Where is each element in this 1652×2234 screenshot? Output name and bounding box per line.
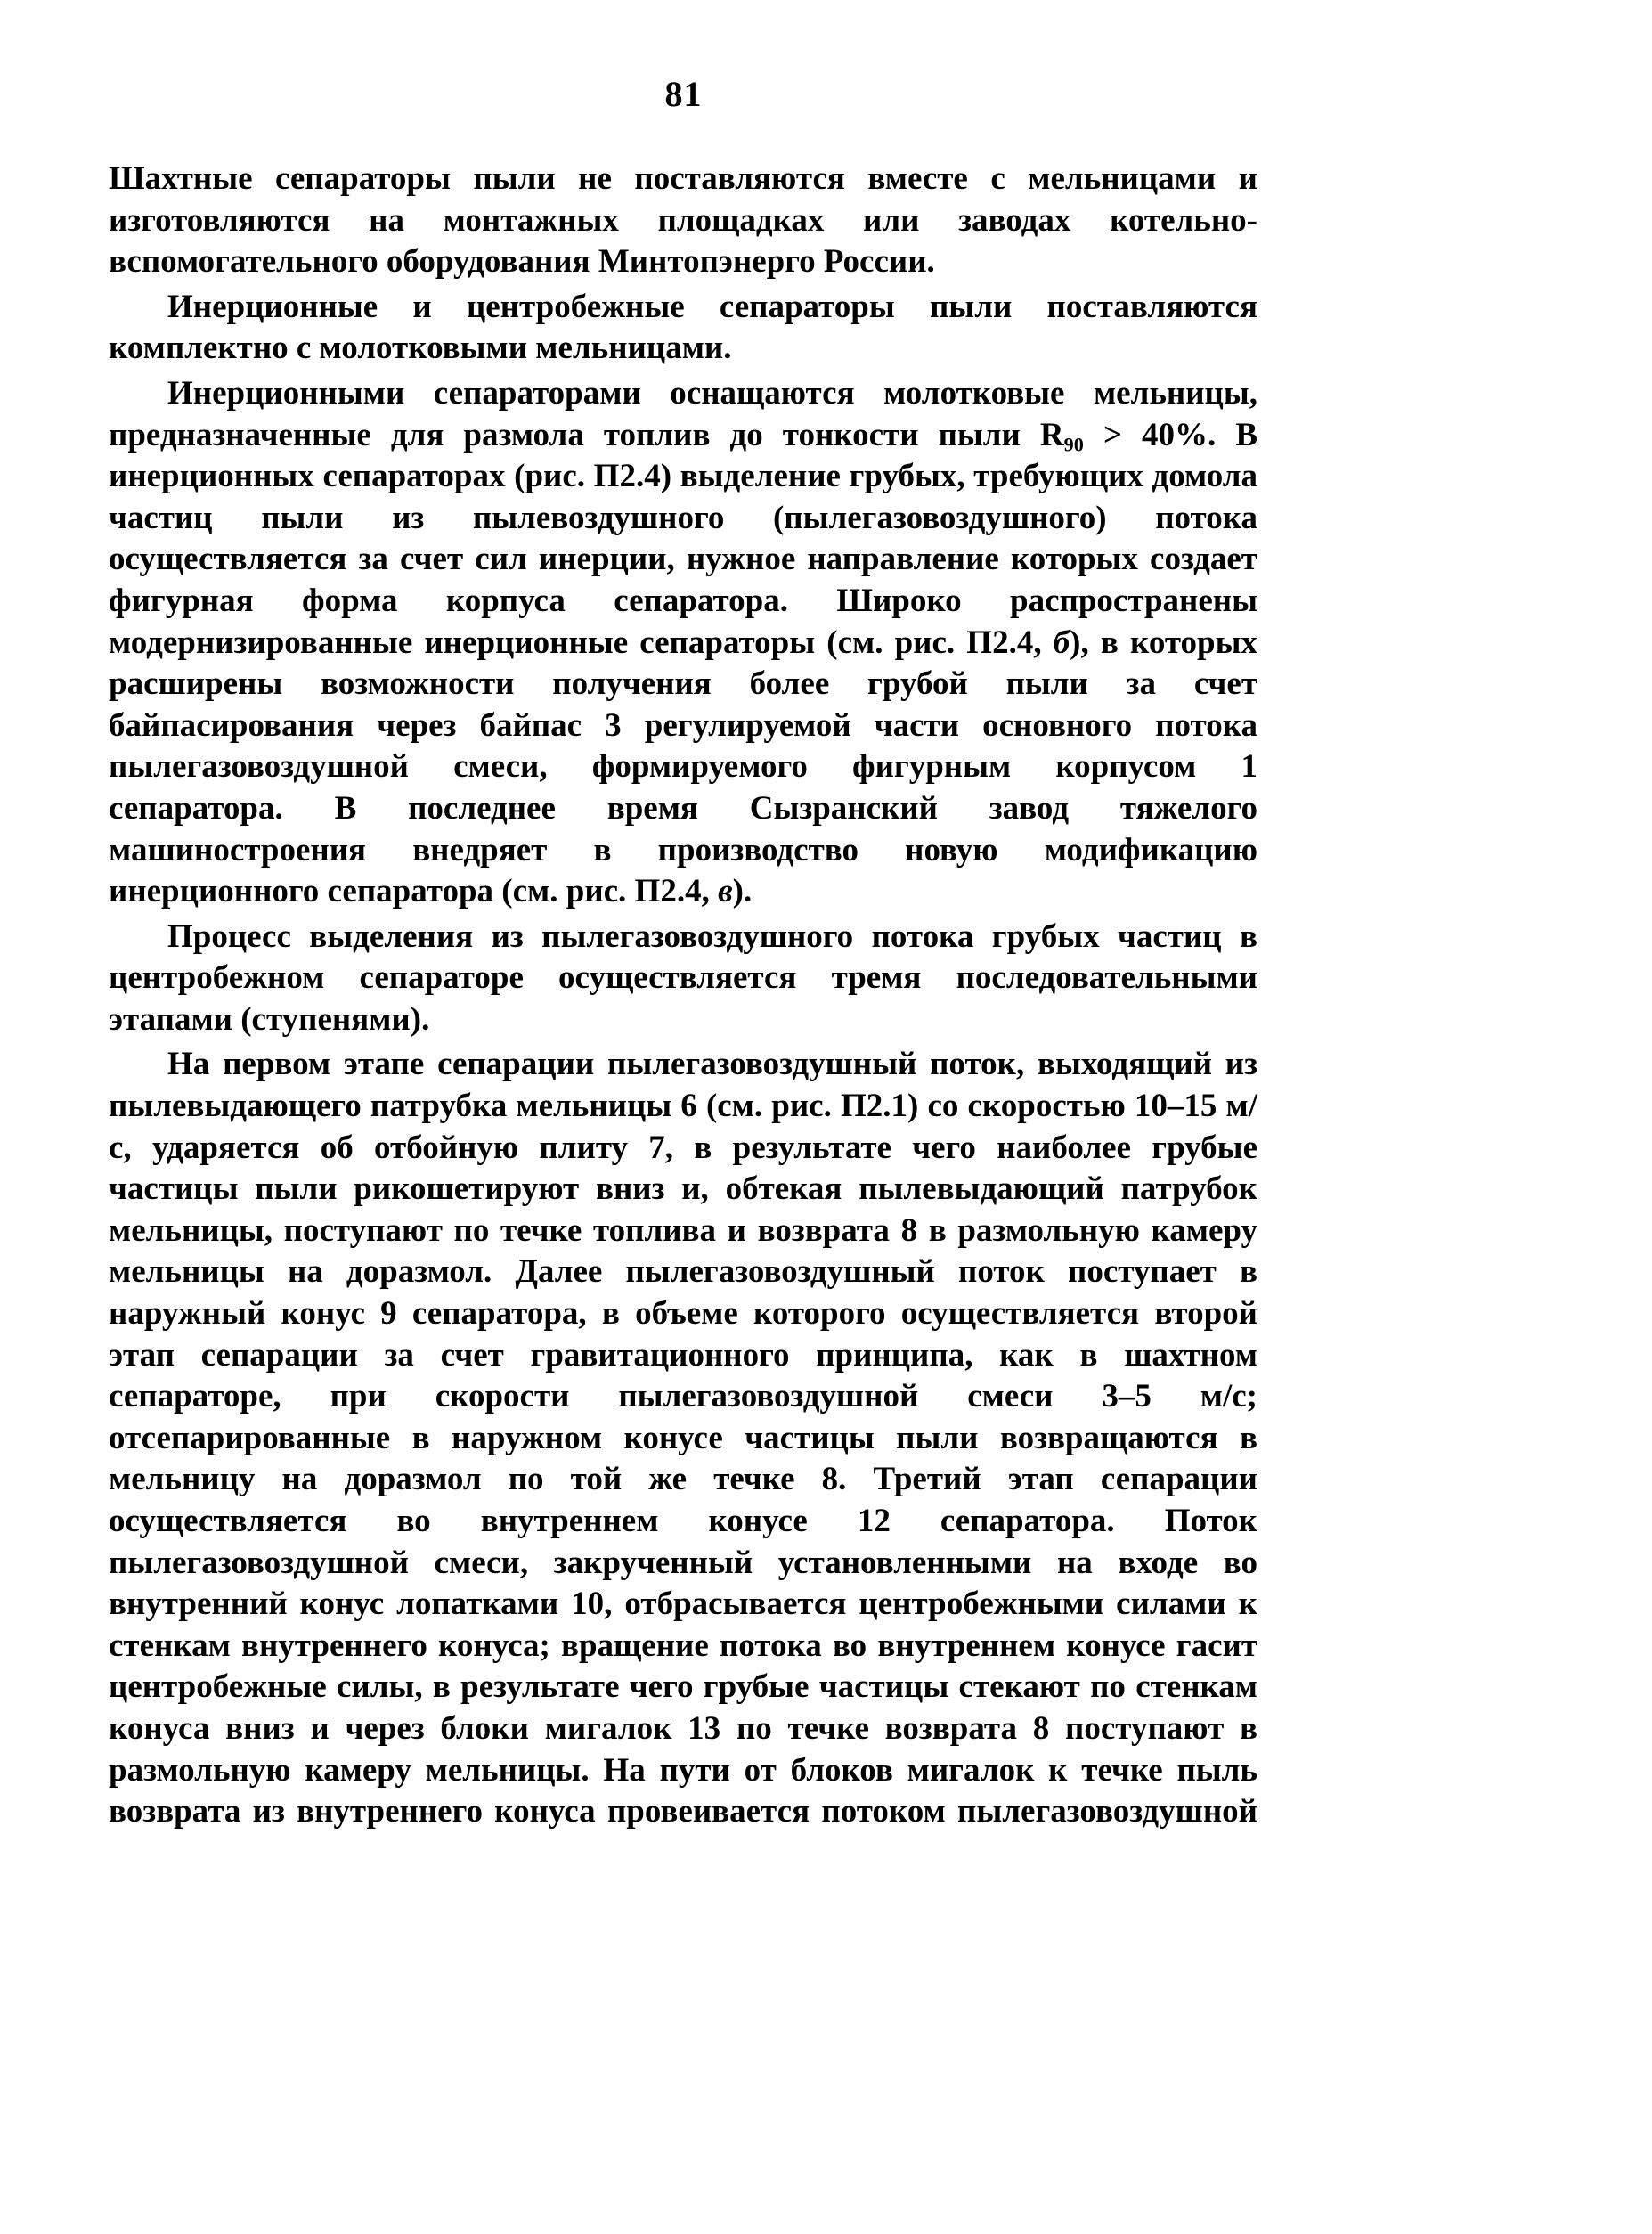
figure-part-label: в — [718, 873, 733, 910]
page-number: 81 — [664, 74, 703, 114]
paragraph-shaft-separators: Шахтные сепараторы пыли не поставляются вместе с мельницами и изготовляются на монтажных площадках или заводах котельновспомогательного оборудования Минтопэнерго России. — [109, 160, 1257, 281]
paragraph-inertial-separators — [109, 373, 1257, 913]
paragraph-text-segment: > 40%. В инерционных сепараторах (рис. П2.4) выделение грубых, требующих домола частиц пыли из пылевоздушного (пылегазовоздушного) потока осуществляется за счет сил инерции, нужное направление которых создает фигурная форма корпуса сепаратора. Широко распространены модернизированные инерционные сепараторы (см. рис. П2.4, — [109, 416, 1258, 661]
paragraph-first-stage: На первом этапе сепарации пылегазовоздушный поток, выходящий из пылевыдающего патрубка мельницы 6 (см. рис. П2.1) со скоростью 10–15 м/с, ударяется об отбойную плиту 7, в результате чего наиболее грубые частицы пыли рикошетируют вниз и, обтекая пылевыдающий патрубок мельницы, поступают по течке топлива и возврата 8 в размольную камеру мельницы на доразмол. Далее пылегазовоздушный поток поступает в наружный конус 9 сепаратора, в объеме которого осуществляется второй этап сепарации за счет гравитационного принципа, как в шахтном сепараторе, при скорости пылегазовоздушной смеси 3–5 м/с; отсепарированные в наружном конусе частицы пыли возвращаются в мельницу на доразмол по той же течке 8. Третий этап сепарации осуществляется во внутреннем конусе 12 сепаратора. Поток пылегазовоздушной смеси, закрученный установленными на входе во внутренний конус лопатками 10, отбрасывается центробежными силами к стенкам внутреннего конуса; вращение потока во внутреннем конусе гасит центробежные силы, в результате чего грубые частицы стекают по стенкам конуса вниз и через блоки мигалок 13 по течке возврата 8 поступают в размольную камеру мельницы. На пути от блоков мигалок к течке пыль возврата из внутреннего конуса провеивается потоком пылегазовоздушной — [109, 1046, 1257, 1830]
paragraph-text-segment: ), в которых расширены возможности получения более грубой пыли за счет байпасирования через байпас 3 регулируемой части основного потока пылегазовоздушной смеси, формируемого фигурным корпусом 1 сепаратора. В последнее время Сызранский завод тяжелого машиностроения внедряет в производство новую модификацию инерционного сепаратора (см. рис. П2.4, — [109, 624, 1257, 910]
paragraph-inertial-centrifugal-supply: Инерционные и центробежные сепараторы пыли поставляются комплектно с молотковыми мельницами. — [109, 288, 1257, 367]
paragraph-text-segment: Инерционными сепараторами оснащаются молотковые мельницы, предназначенные для размола топлив до тонкости пыли R — [109, 374, 1257, 453]
paragraph-text-segment: ). — [732, 873, 753, 910]
body-text — [109, 159, 1257, 1837]
fineness-subscript: 90 — [1063, 433, 1084, 456]
paragraph-separation-stages: Процесс выделения из пылегазовоздушного потока грубых частиц в центробежном сепараторе осуществляется тремя последовательными этапами (ступенями). — [109, 917, 1257, 1038]
figure-part-label: б — [1053, 624, 1070, 661]
